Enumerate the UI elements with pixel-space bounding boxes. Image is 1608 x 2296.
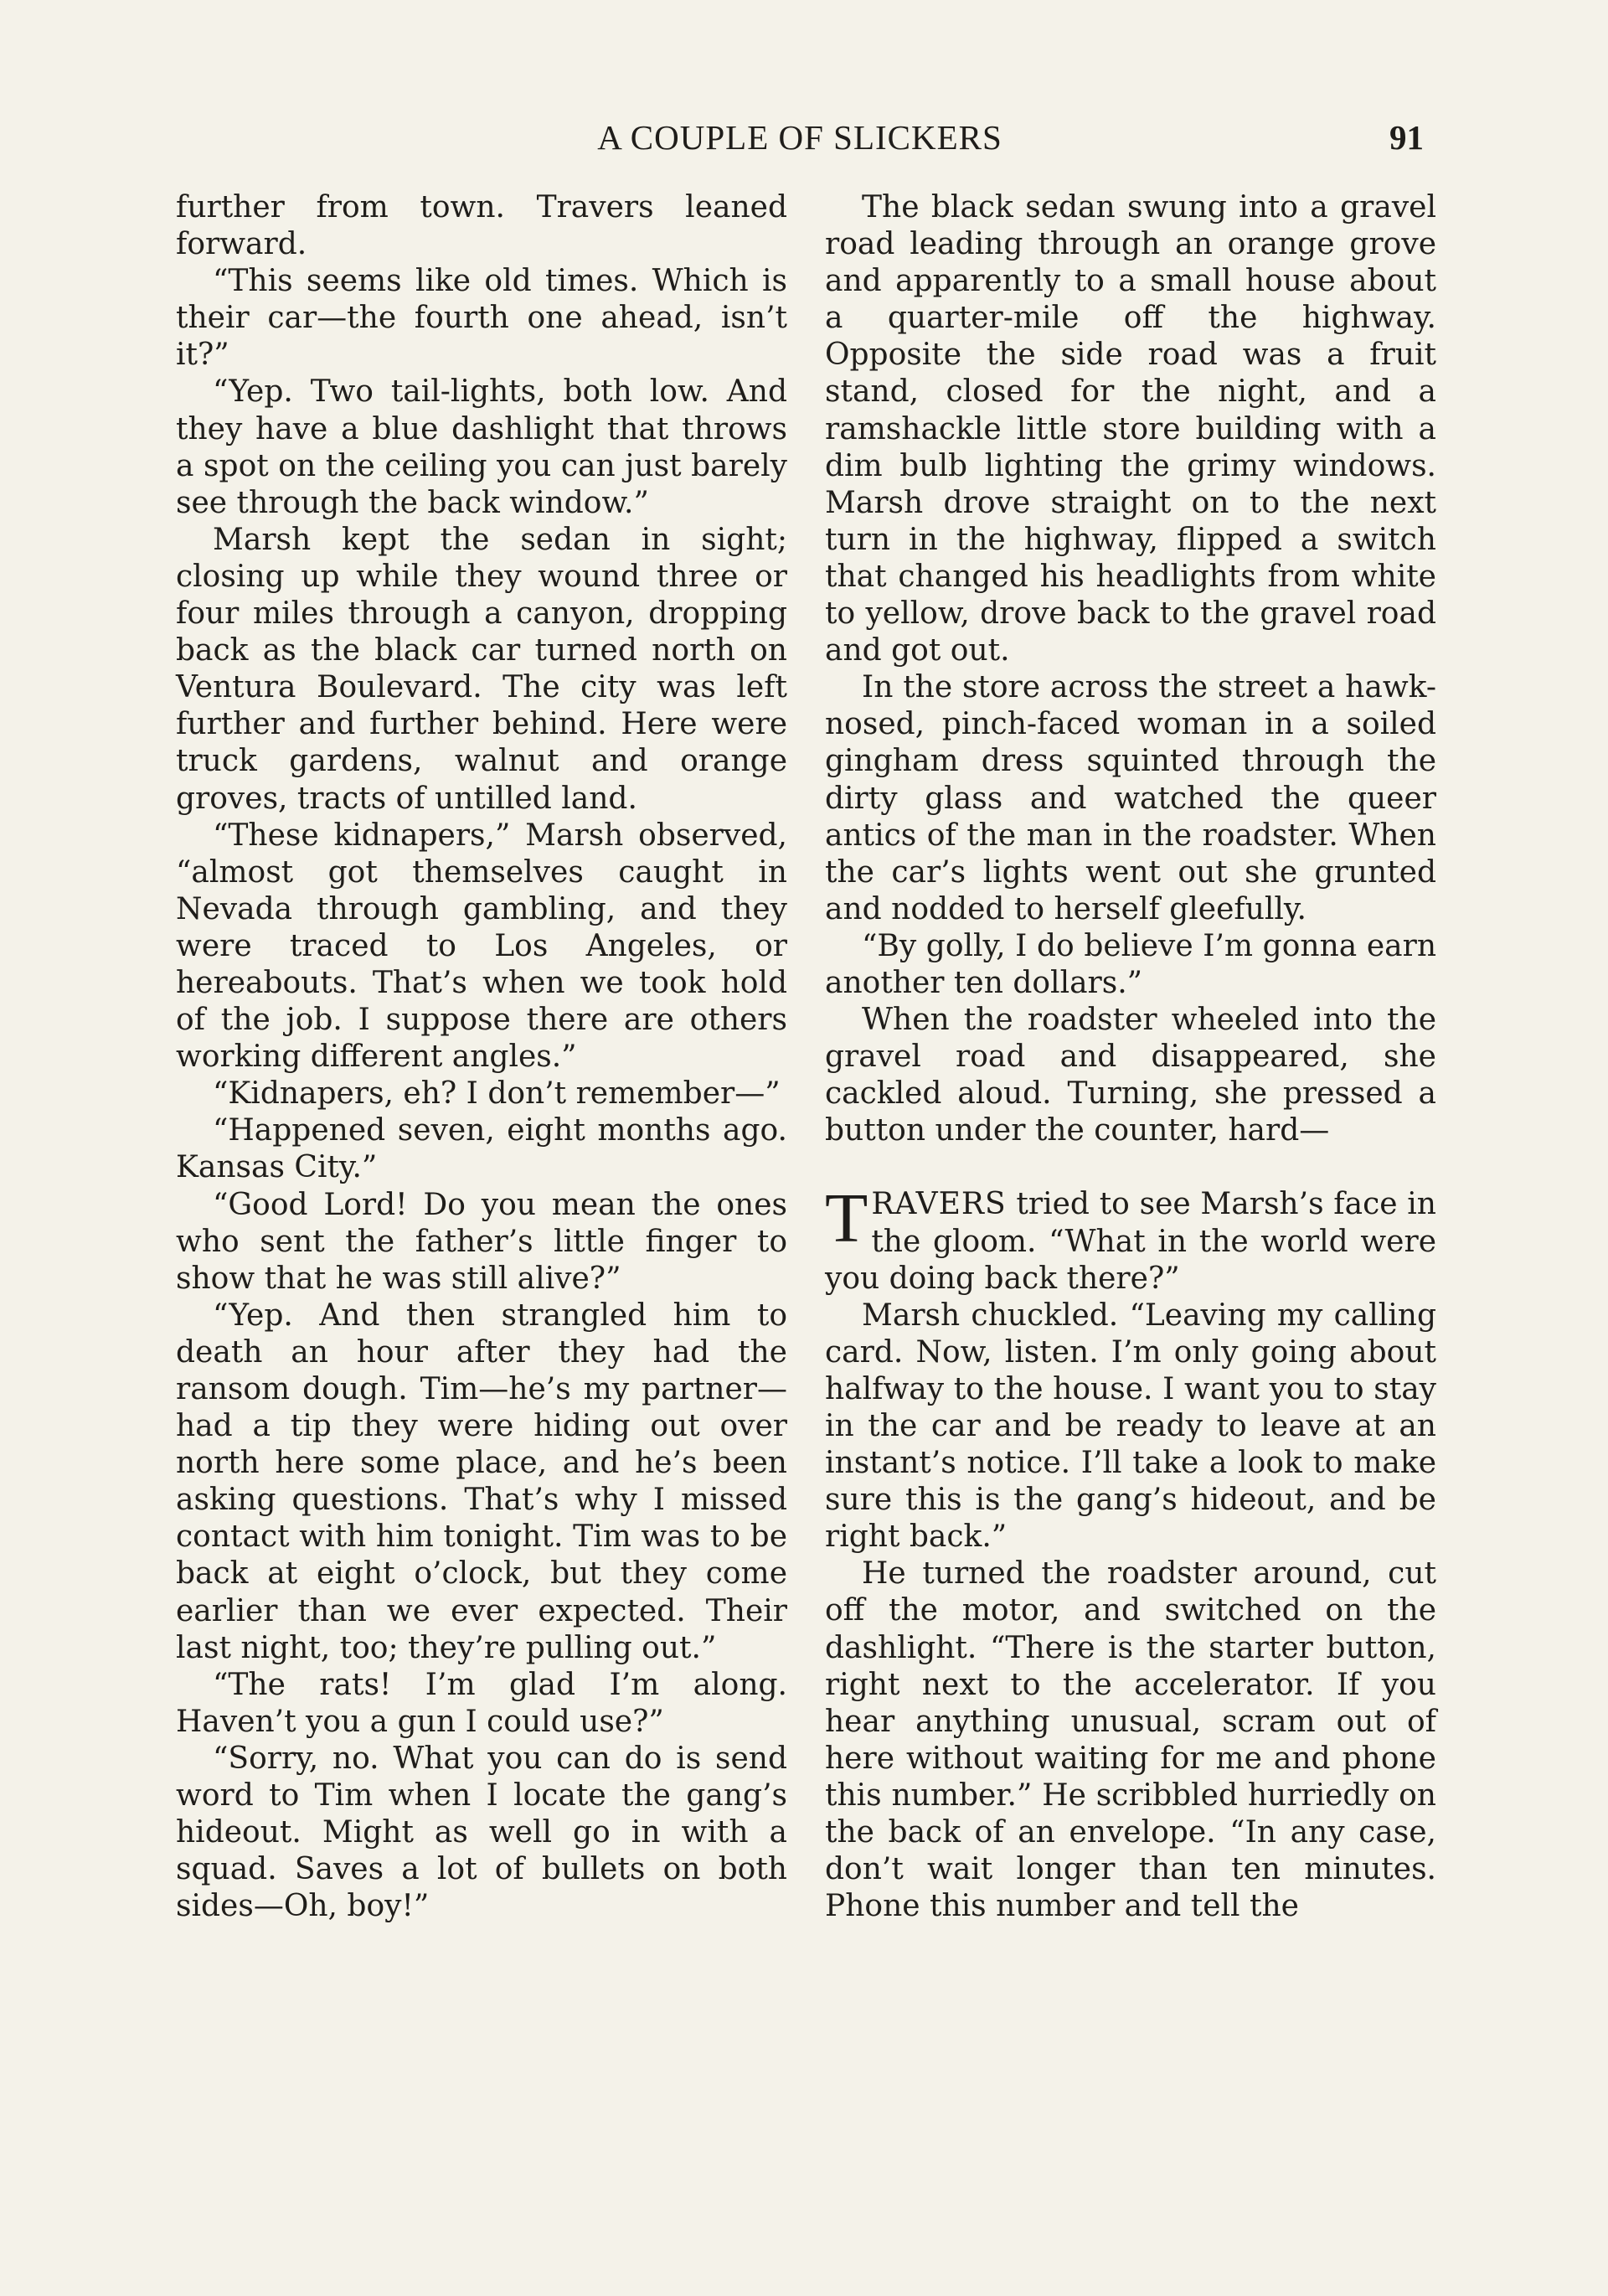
paragraph: “Sorry, no. What you can do is send word to Tim when I locate the gang’s hideout. Might as well go in with a squad. Saves a lot of bullets on both sides—Oh, boy!” xyxy=(176,1741,787,1924)
paragraph: Marsh chuckled. “Leaving my calling card. Now, listen. I’m only going about halfway to the house. I want you to stay in the car and be ready to leave at an instant’s notice. I’ll take a look to make sure this is the gang’s hideout, and be right back.” xyxy=(825,1298,1436,1555)
paragraph: “This seems like old times. Which is their car—the fourth one ahead, isn’t it?” xyxy=(176,264,787,373)
paragraph: “Yep. Two tail-lights, both low. And they have a blue dashlight that throws a spot on the ceiling you can just barely see through the back window.” xyxy=(176,374,787,520)
running-title: A COUPLE OF SLICKERS xyxy=(597,118,1002,157)
paragraph: “Happened seven, eight months ago. Kansas City.” xyxy=(176,1113,787,1185)
right-column xyxy=(825,189,1436,1925)
paragraph: Marsh kept the sedan in sight; closing up while they wound three or four miles through a canyon, dropping back as the black car turned north on Ventura Boulevard. The city was left further and further behind. Here were truck gardens, walnut and orange groves, tracts of untilled land. xyxy=(176,522,787,816)
paragraph: In the store across the street a hawk-nosed, pinch-faced woman in a soiled gingham dress squinted through the dirty glass and watched the queer antics of the man in the roadster. When the car’s lights went out she grunted and nodded to herself gleefully. xyxy=(825,670,1436,926)
paragraph: “Yep. And then strangled him to death an hour after they had the ransom dough. Tim—he’s my partner—had a tip they were hiding out over north here some place, and he’s been asking questions. That’s why I missed contact with him tonight. Tim was to be back at eight o’clock, but they come earlier than we ever expected. Their last night, too; they’re pulling out.” xyxy=(176,1298,787,1665)
paragraph: “Good Lord! Do you mean the ones who sent the father’s little finger to show that he was still alive?” xyxy=(176,1187,787,1296)
paragraph: “Kidnapers, eh? I don’t remember—” xyxy=(213,1076,781,1112)
paragraph: The black sedan swung into a gravel road leading through an orange grove and apparently to a small house about a quarter-mile off the highway. Opposite the side road was a fruit stand, closed for the night, and a ramshackle little store building with a dim bulb lighting the grimy windows. Marsh drove straight on to the next turn in the highway, flipped a switch that changed his headlights from white to yellow, drove back to the gravel road and got out. xyxy=(825,190,1436,668)
small-caps-word: RAVERS xyxy=(871,1187,1007,1222)
paragraph: further from town. Travers leaned forward. xyxy=(176,190,787,262)
paragraph: When the roadster wheeled into the gravel road and disappeared, she cackled aloud. Turning, she pressed a button under the counter, hard— xyxy=(825,1003,1436,1148)
paragraph: He turned the roadster around, cut off the motor, and switched on the dashlight. “There is the starter button, right next to the accelerator. If you hear anything unusual, scram out of here without waiting for me and phone this number.” He scribbled hurriedly on the back of an envelope. “In any case, don’t wait longer than ten minutes. Phone this number and tell the xyxy=(825,1556,1436,1924)
drop-cap: T xyxy=(825,1179,868,1258)
page-number: 91 xyxy=(1389,118,1424,157)
paragraph: “The rats! I’m glad I’m along. Haven’t you a gun I could use?” xyxy=(176,1667,787,1739)
page-header xyxy=(176,117,1424,159)
section-opening-paragraph xyxy=(825,1179,1436,1297)
paragraph-text: tried to see Marsh’s face in the gloom. “What in the world were you doing back there?” xyxy=(825,1187,1436,1296)
paragraph: “These kidnapers,” Marsh observed, “almost got themselves caught in Nevada through gambling, and they were traced to Los Angeles, or hereabouts. That’s when we took hold of the job. I suppose there are others working different angles.” xyxy=(176,818,787,1075)
paragraph: “By golly, I do believe I’m gonna earn another ten dollars.” xyxy=(825,928,1436,1000)
left-column xyxy=(176,189,787,1925)
